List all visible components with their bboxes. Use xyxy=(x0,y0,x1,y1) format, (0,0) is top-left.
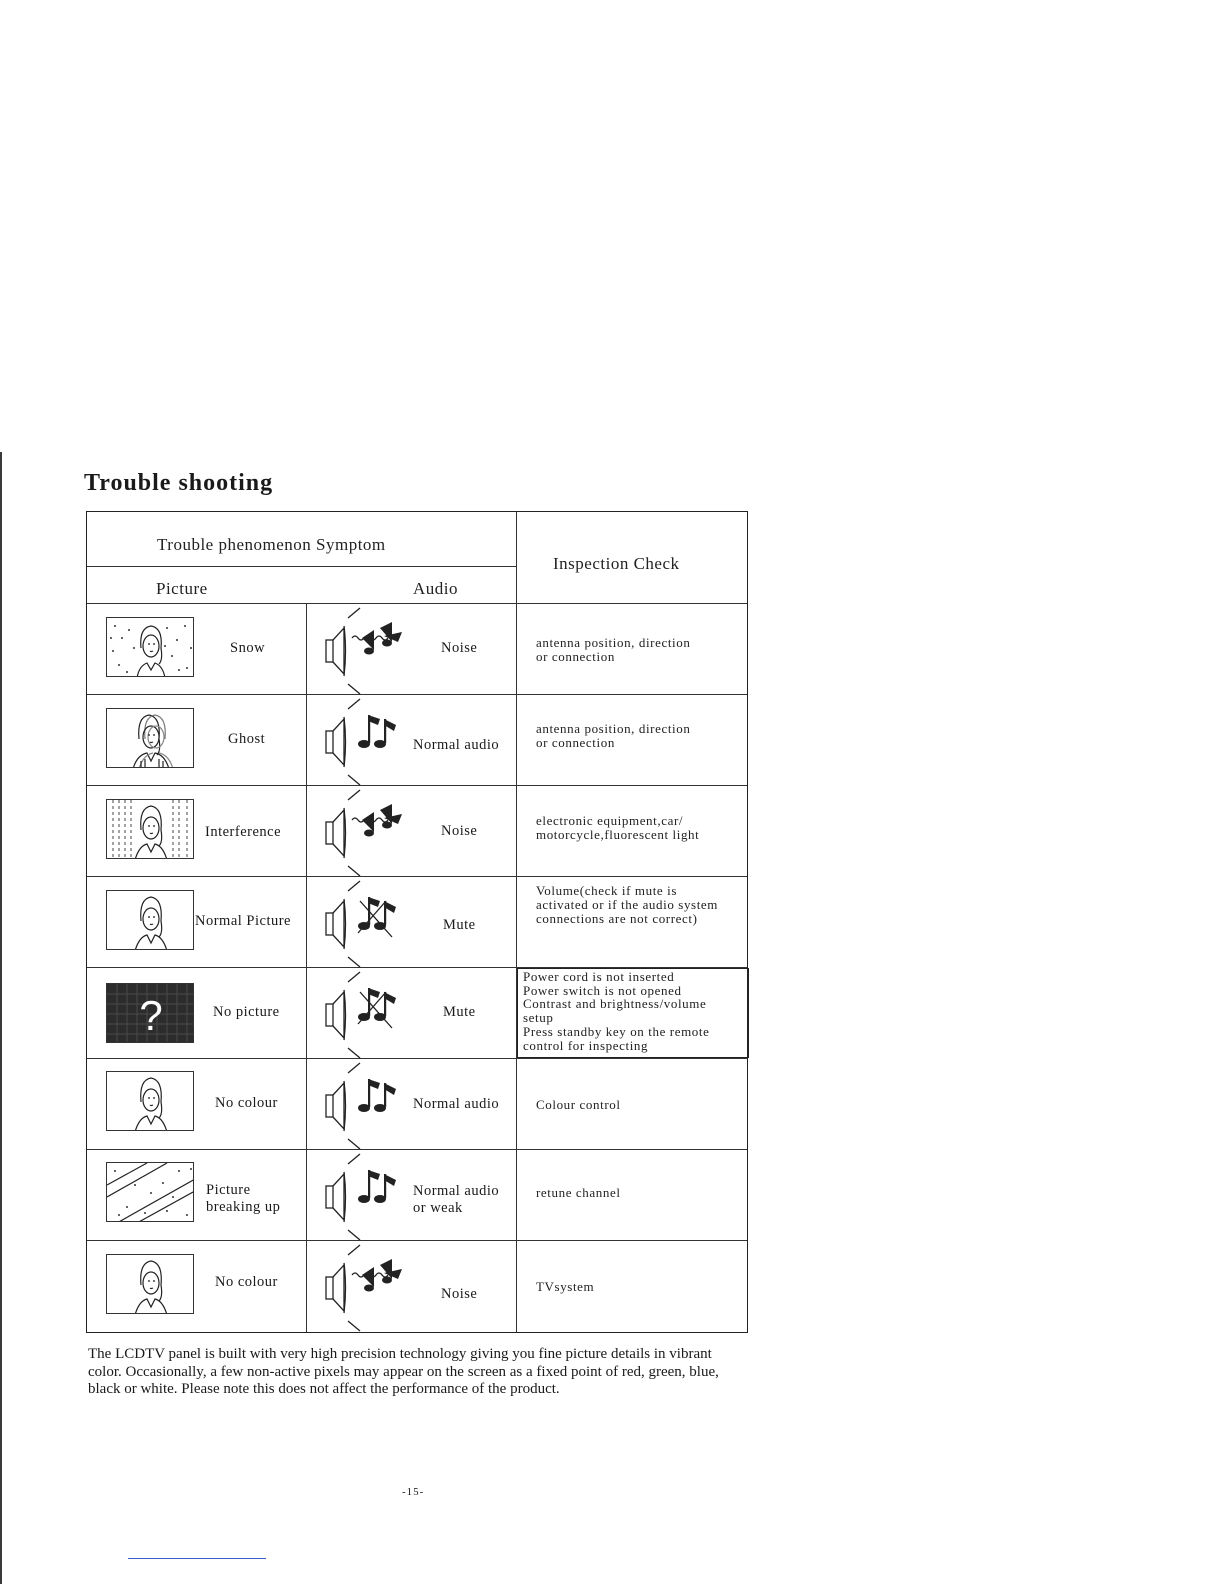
audio-symptom-label: Mute xyxy=(443,1004,476,1020)
noise-notes-icon xyxy=(322,1243,422,1333)
header-inspection-check: Inspection Check xyxy=(553,554,680,573)
muted-notes-icon xyxy=(322,970,422,1060)
audio-symptom-label: Normal audio xyxy=(413,737,500,753)
picture-symptom-label: Picture breaking up xyxy=(206,1182,281,1215)
table-row xyxy=(87,786,747,876)
header-picture: Picture xyxy=(156,579,208,598)
audio-symptom-label: Normal audio xyxy=(413,1096,500,1112)
inspection-check-text: antenna position, direction or connection xyxy=(536,635,691,664)
picture-symptom-label: Interference xyxy=(205,824,282,840)
face-icon xyxy=(106,890,194,950)
audio-symptom-label: Normal audio or weak xyxy=(413,1183,500,1216)
audio-symptom-label: Mute xyxy=(443,917,476,933)
picture-symptom-label: Normal Picture xyxy=(195,913,291,929)
inspection-check-text: Power cord is not inserted Power switch is not opened Contrast and brightness/volume setup Press standby key on the remote control for inspecting xyxy=(523,969,710,1053)
picture-symptom-label: Snow xyxy=(230,640,266,656)
interference-face-icon xyxy=(106,799,194,859)
inspection-check-text: retune channel xyxy=(536,1185,621,1200)
inspection-check-text: electronic equipment,car/ motorcycle,fluorescent light xyxy=(536,813,700,842)
normal-notes-icon xyxy=(322,1061,422,1151)
snow-face-icon xyxy=(106,617,194,677)
noise-notes-icon xyxy=(322,606,422,696)
face-icon xyxy=(106,1071,194,1131)
left-margin-rule xyxy=(0,452,2,1584)
question-screen-icon xyxy=(106,983,194,1043)
muted-notes-icon xyxy=(322,879,422,969)
table-row xyxy=(87,1241,747,1331)
inspection-check-text: antenna position, direction or connection xyxy=(536,721,691,750)
noise-notes-icon xyxy=(322,788,422,878)
header-audio: Audio xyxy=(413,579,458,598)
table-row xyxy=(87,695,747,785)
table-row xyxy=(87,968,747,1058)
picture-symptom-label: No colour xyxy=(215,1095,278,1111)
header-divider xyxy=(87,566,516,567)
pixel-note-paragraph: The LCDTV panel is built with very high precision technology giving you fine picture details in vibrant color. Occasionally, a few non-active pixels may appear on the screen as a fixed point of red, green, blue, black or white. Please note this does not affect the performance of the product. xyxy=(88,1346,719,1397)
audio-symptom-label: Noise xyxy=(441,823,478,839)
page-title: Trouble shooting xyxy=(84,470,274,496)
breaking-screen-icon xyxy=(106,1162,194,1222)
bottom-link-underline xyxy=(128,1558,266,1559)
troubleshooting-table xyxy=(86,511,748,1333)
table-row xyxy=(87,604,747,694)
svg-text:?: ? xyxy=(139,992,163,1039)
picture-symptom-label: No colour xyxy=(215,1274,278,1290)
picture-symptom-label: Ghost xyxy=(228,731,266,747)
inspection-check-text: Colour control xyxy=(536,1097,621,1112)
page-number: -15- xyxy=(402,1486,425,1498)
normal-notes-icon xyxy=(322,1152,422,1242)
picture-symptom-label: No picture xyxy=(213,1004,280,1020)
face-icon xyxy=(106,1254,194,1314)
audio-symptom-label: Noise xyxy=(441,1286,478,1302)
ghost-face-icon xyxy=(106,708,194,768)
inspection-check-text: TVsystem xyxy=(536,1279,595,1294)
table-row xyxy=(87,1059,747,1149)
inspection-check-text: Volume(check if mute is activated or if the audio system connections are not correct) xyxy=(536,883,719,926)
table-row xyxy=(87,877,747,967)
header-symptom: Trouble phenomenon Symptom xyxy=(157,535,386,554)
normal-notes-icon xyxy=(322,697,422,787)
audio-symptom-label: Noise xyxy=(441,640,478,656)
table-row xyxy=(87,1150,747,1240)
